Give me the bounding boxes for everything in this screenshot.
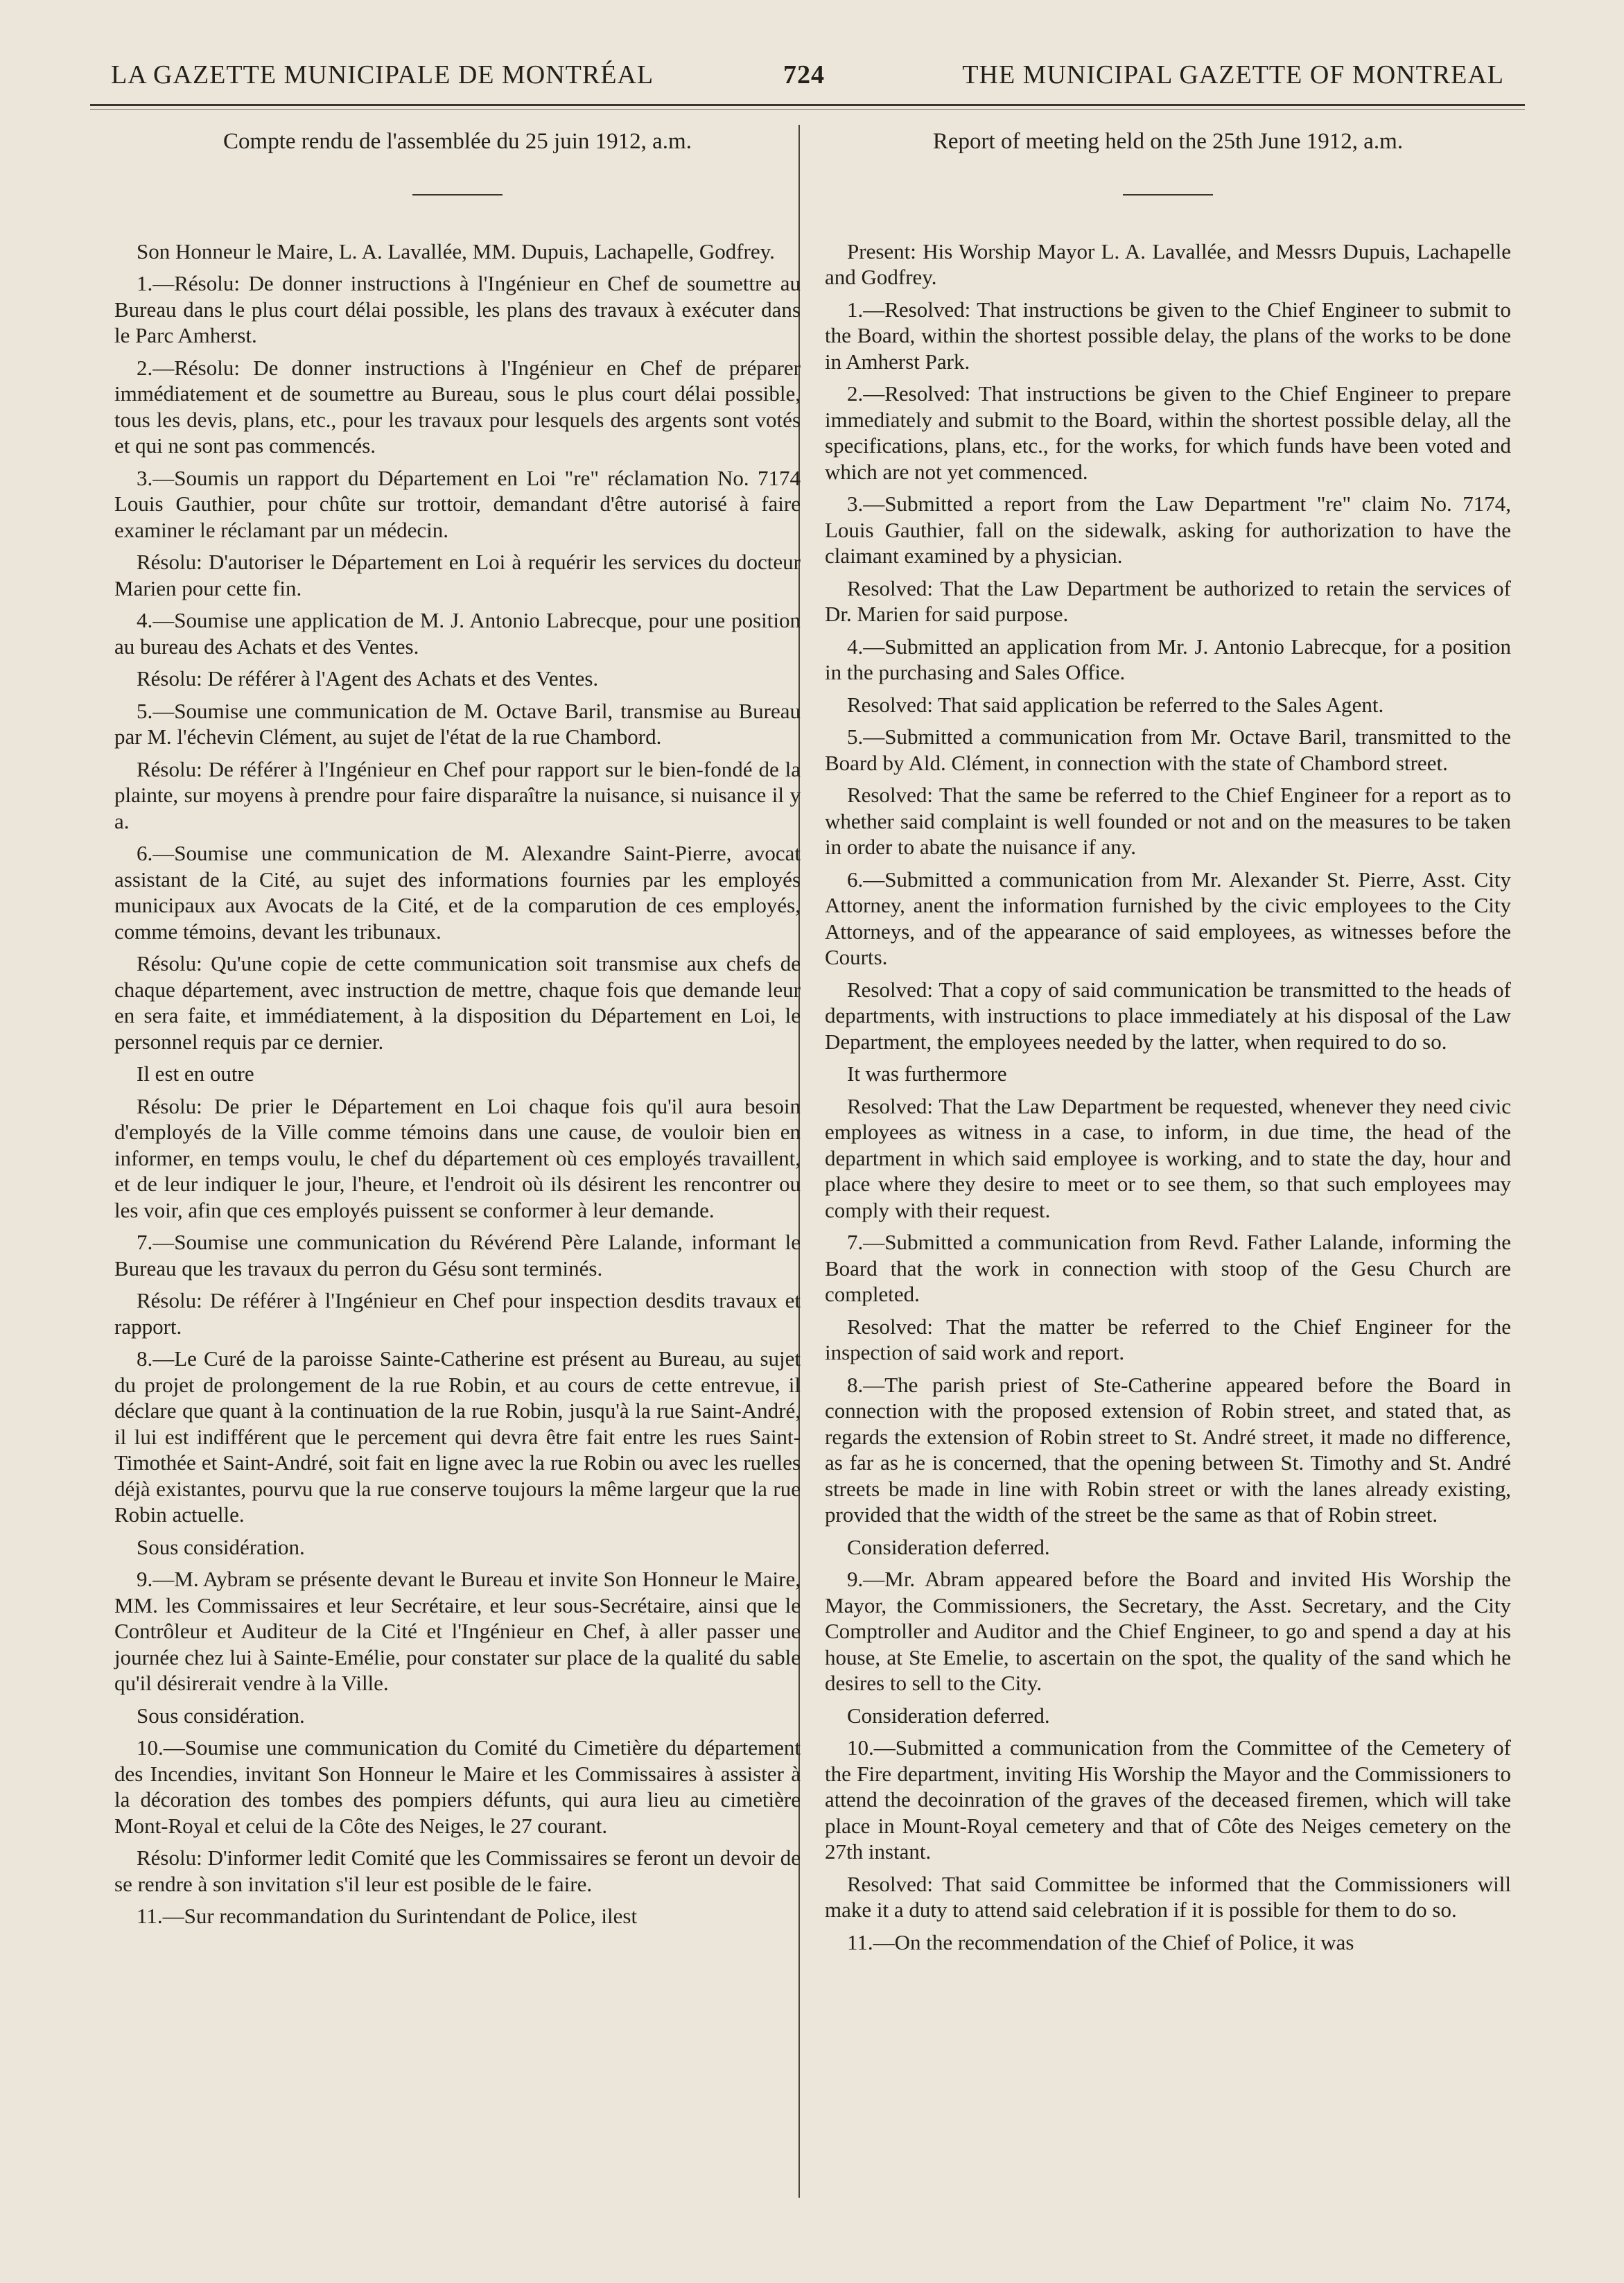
french-paragraph: Résolu: De référer à l'Ingénieur en Chef pour rapport sur le bien-fondé de la plainte, sur moyens à prendre pour faire disparaître la nuisance, si nuisance il y a.	[114, 756, 801, 833]
english-paragraph: Resolved: That the Law Department be requested, whenever they need civic employees as witness in a case, to inform, in due time, the head of the department in which said employee is working, and to state the day, hour and place where they desire to meet or to see them, so that such employees may comply with their request.	[825, 1093, 1511, 1222]
french-report-title: Compte rendu de l'assemblée du 25 juin 1912, a.m.	[223, 129, 692, 154]
english-paragraph: Resolved: That the Law Department be authorized to retain the services of Dr. Marien for said purpose.	[825, 575, 1511, 626]
english-paragraph: 7.—Submitted a communication from Revd. Father Lalande, informing the Board that the work in connection with stoop of the Gesu Church are completed.	[825, 1230, 1511, 1306]
french-paragraph: Résolu: De prier le Département en Loi chaque fois qu'il aura besoin d'employés de la Ville comme témoins dans une cause, de vouloir bien en informer, en temps voulu, le chef du département où ces employés travaillent, et de leur indiquer le jour, l'heure, et l'endroit où ils désirent les rencontrer ou les voir, afin que ces employés puissent se conformer à leur demande.	[114, 1093, 801, 1222]
french-paragraph: Sous considération.	[137, 1534, 305, 1559]
french-paragraph: 4.—Soumise une application de M. J. Antonio Labrecque, pour une position au bureau des Achats et des Ventes.	[114, 608, 801, 659]
french-paragraph: 6.—Soumise une communication de M. Alexandre Saint-Pierre, avocat assistant de la Cité, au sujet des informations fournies par les employés municipaux aux Avocats de la Cité, et de la comparution de ces employés, comme témoins, devant les tribunaux.	[114, 841, 801, 944]
english-title-rule	[1123, 194, 1213, 196]
french-paragraph: Sous considération.	[137, 1703, 305, 1728]
english-paragraph: Resolved: That said Committee be informed that the Commissioners will make it a duty to attend said celebration if it is possible for them to do so.	[825, 1871, 1511, 1922]
french-paragraph: Résolu: De référer à l'Ingénieur en Chef pour inspection desdits travaux et rapport.	[114, 1288, 801, 1339]
header-english-title: THE MUNICIPAL GAZETTE OF MONTREAL	[962, 60, 1504, 89]
french-paragraph: 3.—Soumis un rapport du Département en Loi "re" réclamation No. 7174 Louis Gauthier, pour chûte sur trottoir, demandant d'être autorisé à faire examiner le réclamant par un médecin.	[114, 465, 801, 542]
french-paragraph: 7.—Soumise une communication du Révérend Père Lalande, informant le Bureau que les travaux du perron du Gésu sont terminés.	[114, 1230, 801, 1281]
english-paragraph: 8.—The parish priest of Ste-Catherine appeared before the Board in connection with the proposed extension of Robin street, and stated that, as regards the extension of Robin street to St. André street, it made no difference, as far as he is concerned, that the opening between St. Timothy and St. André streets be made in line with Robin street or with the lanes already existing, provided that the width of the street be the same as that of Robin street.	[825, 1372, 1511, 1527]
english-paragraph: 3.—Submitted a report from the Law Department "re" claim No. 7174, Louis Gauthier, fall on the sidewalk, asking for authorization to have the claimant examined by a physician.	[825, 492, 1511, 568]
english-column	[825, 125, 1511, 1961]
french-paragraph: 9.—M. Aybram se présente devant le Bureau et invite Son Honneur le Maire, MM. les Commissaires et leur Secrétaire, et leur sous-Secrétaire, ainsi que le Contrôleur et Auditeur de la Cité et l'Ingénieur en Chef, à aller passer une journée chez lui à Sainte-Emélie, pour constater sur place de la qualité du sable qu'il désirerait vendre à la Ville.	[114, 1567, 801, 1695]
english-paragraph: 6.—Submitted a communication from Mr. Alexander St. Pierre, Asst. City Attorney, anent the information furnished by the civic employees to the City Attorneys, and of the appearance of said employees, as witnesses before the Courts.	[825, 867, 1511, 969]
french-paragraph: 8.—Le Curé de la paroisse Sainte-Catherine est présent au Bureau, au sujet du projet de prolongement de la rue Robin, et au cours de cette entrevue, il déclare que quant à la continuation de la rue Robin, jusqu'à la rue Saint-André, il lui est indifférent que le percement qui devra être fait entre les rues Saint-Timothée et Saint-André, soit fait en ligne avec la rue Robin ou avec les ruelles déjà existantes, pourvu que la rue conserve toujours la même largeur que la rue Robin actuelle.	[114, 1346, 801, 1527]
english-paragraph: 2.—Resolved: That instructions be given to the Chief Engineer to prepare immediately and submit to the Board, within the shortest possible delay, all the specifications, plans, etc., for the works, for which funds have been voted and which are not yet commenced.	[825, 381, 1511, 484]
page-header	[83, 54, 1504, 103]
english-paragraph: Resolved: That a copy of said communication be transmitted to the heads of departments, with instructions to place immediately at his disposal of the Law Department, the employees needed by the latter, when required to do so.	[825, 977, 1511, 1054]
french-paragraph: 2.—Résolu: De donner instructions à l'Ingénieur en Chef de préparer immédiatement et de soumettre au Bureau, sous le plus court délai possible, tous les devis, plans, etc., pour les travaux pour lesquels des argents sont votés et qui ne sont pas commencés.	[114, 355, 801, 458]
header-french-title: LA GAZETTE MUNICIPALE DE MONTRÉAL	[111, 60, 654, 89]
english-paragraph: Resolved: That said application be referred to the Sales Agent.	[847, 692, 1384, 717]
english-paragraph: Consideration deferred.	[847, 1703, 1050, 1728]
page-number: 724	[783, 60, 825, 89]
english-paragraph: 4.—Submitted an application from Mr. J. Antonio Labrecque, for a position in the purchasing and Sales Office.	[825, 634, 1511, 684]
english-paragraph: Consideration deferred.	[847, 1534, 1050, 1559]
english-paragraph: Present: His Worship Mayor L. A. Lavallée, and Messrs Dupuis, Lachapelle and Godfrey.	[825, 238, 1511, 289]
french-paragraph: Résolu: D'autoriser le Département en Loi à requérir les services du docteur Marien pour cette fin.	[114, 550, 801, 600]
english-paragraph: 11.—On the recommendation of the Chief of Police, it was	[847, 1929, 1354, 1954]
french-paragraph: Résolu: De référer à l'Agent des Achats et des Ventes.	[137, 666, 599, 691]
french-paragraph: Résolu: D'informer ledit Comité que les Commissaires se feront un devoir de se rendre à son invitation s'il leur est posible de le faire.	[114, 1846, 801, 1896]
english-paragraph: 1.—Resolved: That instructions be given to the Chief Engineer to submit to the Board, within the shortest possible delay, the plans of the works to be done in Amherst Park.	[825, 297, 1511, 374]
french-title-rule	[412, 194, 503, 196]
french-column	[114, 125, 801, 1936]
english-report-title: Report of meeting held on the 25th June 1912, a.m.	[932, 129, 1404, 154]
english-paragraph: 9.—Mr. Abram appeared before the Board and invited His Worship the Mayor, the Commissioners, the Secretary, the Asst. Secretary, and the City Comptroller and Auditor and the Chief Engineer, to go and spend a day at his house, at Ste Emelie, to ascertain on the spot, the quality of the sand which he desires to sell to the City.	[825, 1567, 1511, 1695]
english-paragraph: Resolved: That the same be referred to the Chief Engineer for a report as to whether said complaint is well founded or not and on the measures to be taken in order to abate the nuisance if any.	[825, 783, 1511, 859]
english-paragraph: 5.—Submitted a communication from Mr. Octave Baril, transmitted to the Board by Ald. Clément, in connection with the state of Chambord street.	[825, 724, 1511, 775]
french-paragraph: 10.—Soumise une communication du Comité du Cimetière du département des Incendies, invitant Son Honneur le Maire et les Commissaires à assister à la décoration des tombes des pompiers défunts, qui aura lieu au cimetière Mont-Royal et celui de la Côte des Neiges, le 27 courant.	[114, 1735, 801, 1838]
french-paragraph: 5.—Soumise une communication de M. Octave Baril, transmise au Bureau par M. l'échevin Clément, au sujet de l'état de la rue Chambord.	[114, 698, 801, 749]
english-paragraph: Resolved: That the matter be referred to the Chief Engineer for the inspection of said work and report.	[825, 1314, 1511, 1364]
french-paragraph: 1.—Résolu: De donner instructions à l'Ingénieur en Chef de soumettre au Bureau dans le plus court délai possible, les plans des travaux à exécuter dans le Parc Amherst.	[114, 271, 801, 347]
header-rule	[90, 104, 1525, 106]
french-paragraph: Son Honneur le Maire, L. A. Lavallée, MM. Dupuis, Lachapelle, Godfrey.	[137, 238, 775, 263]
header-rule-thin	[90, 109, 1525, 110]
french-paragraph: 11.—Sur recommandation du Surintendant de Police, ilest	[137, 1904, 638, 1928]
english-paragraph: It was furthermore	[847, 1061, 1007, 1086]
french-paragraph: Il est en outre	[137, 1061, 254, 1086]
english-paragraph: 10.—Submitted a communication from the Committee of the Cemetery of the Fire department, inviting His Worship the Mayor and the Commissioners to attend the decoinration of the graves of the deceased firemen, which will take place in Mount-Royal cemetery and that of Côte des Neiges cemetery on the 27th instant.	[825, 1735, 1511, 1864]
french-paragraph: Résolu: Qu'une copie de cette communication soit transmise aux chefs de chaque département, avec instruction de mettre, chaque fois que demande leur en sera faite, et immédiatement, à la disposition du Département en Loi, le personnel requis par ce dernier.	[114, 951, 801, 1054]
